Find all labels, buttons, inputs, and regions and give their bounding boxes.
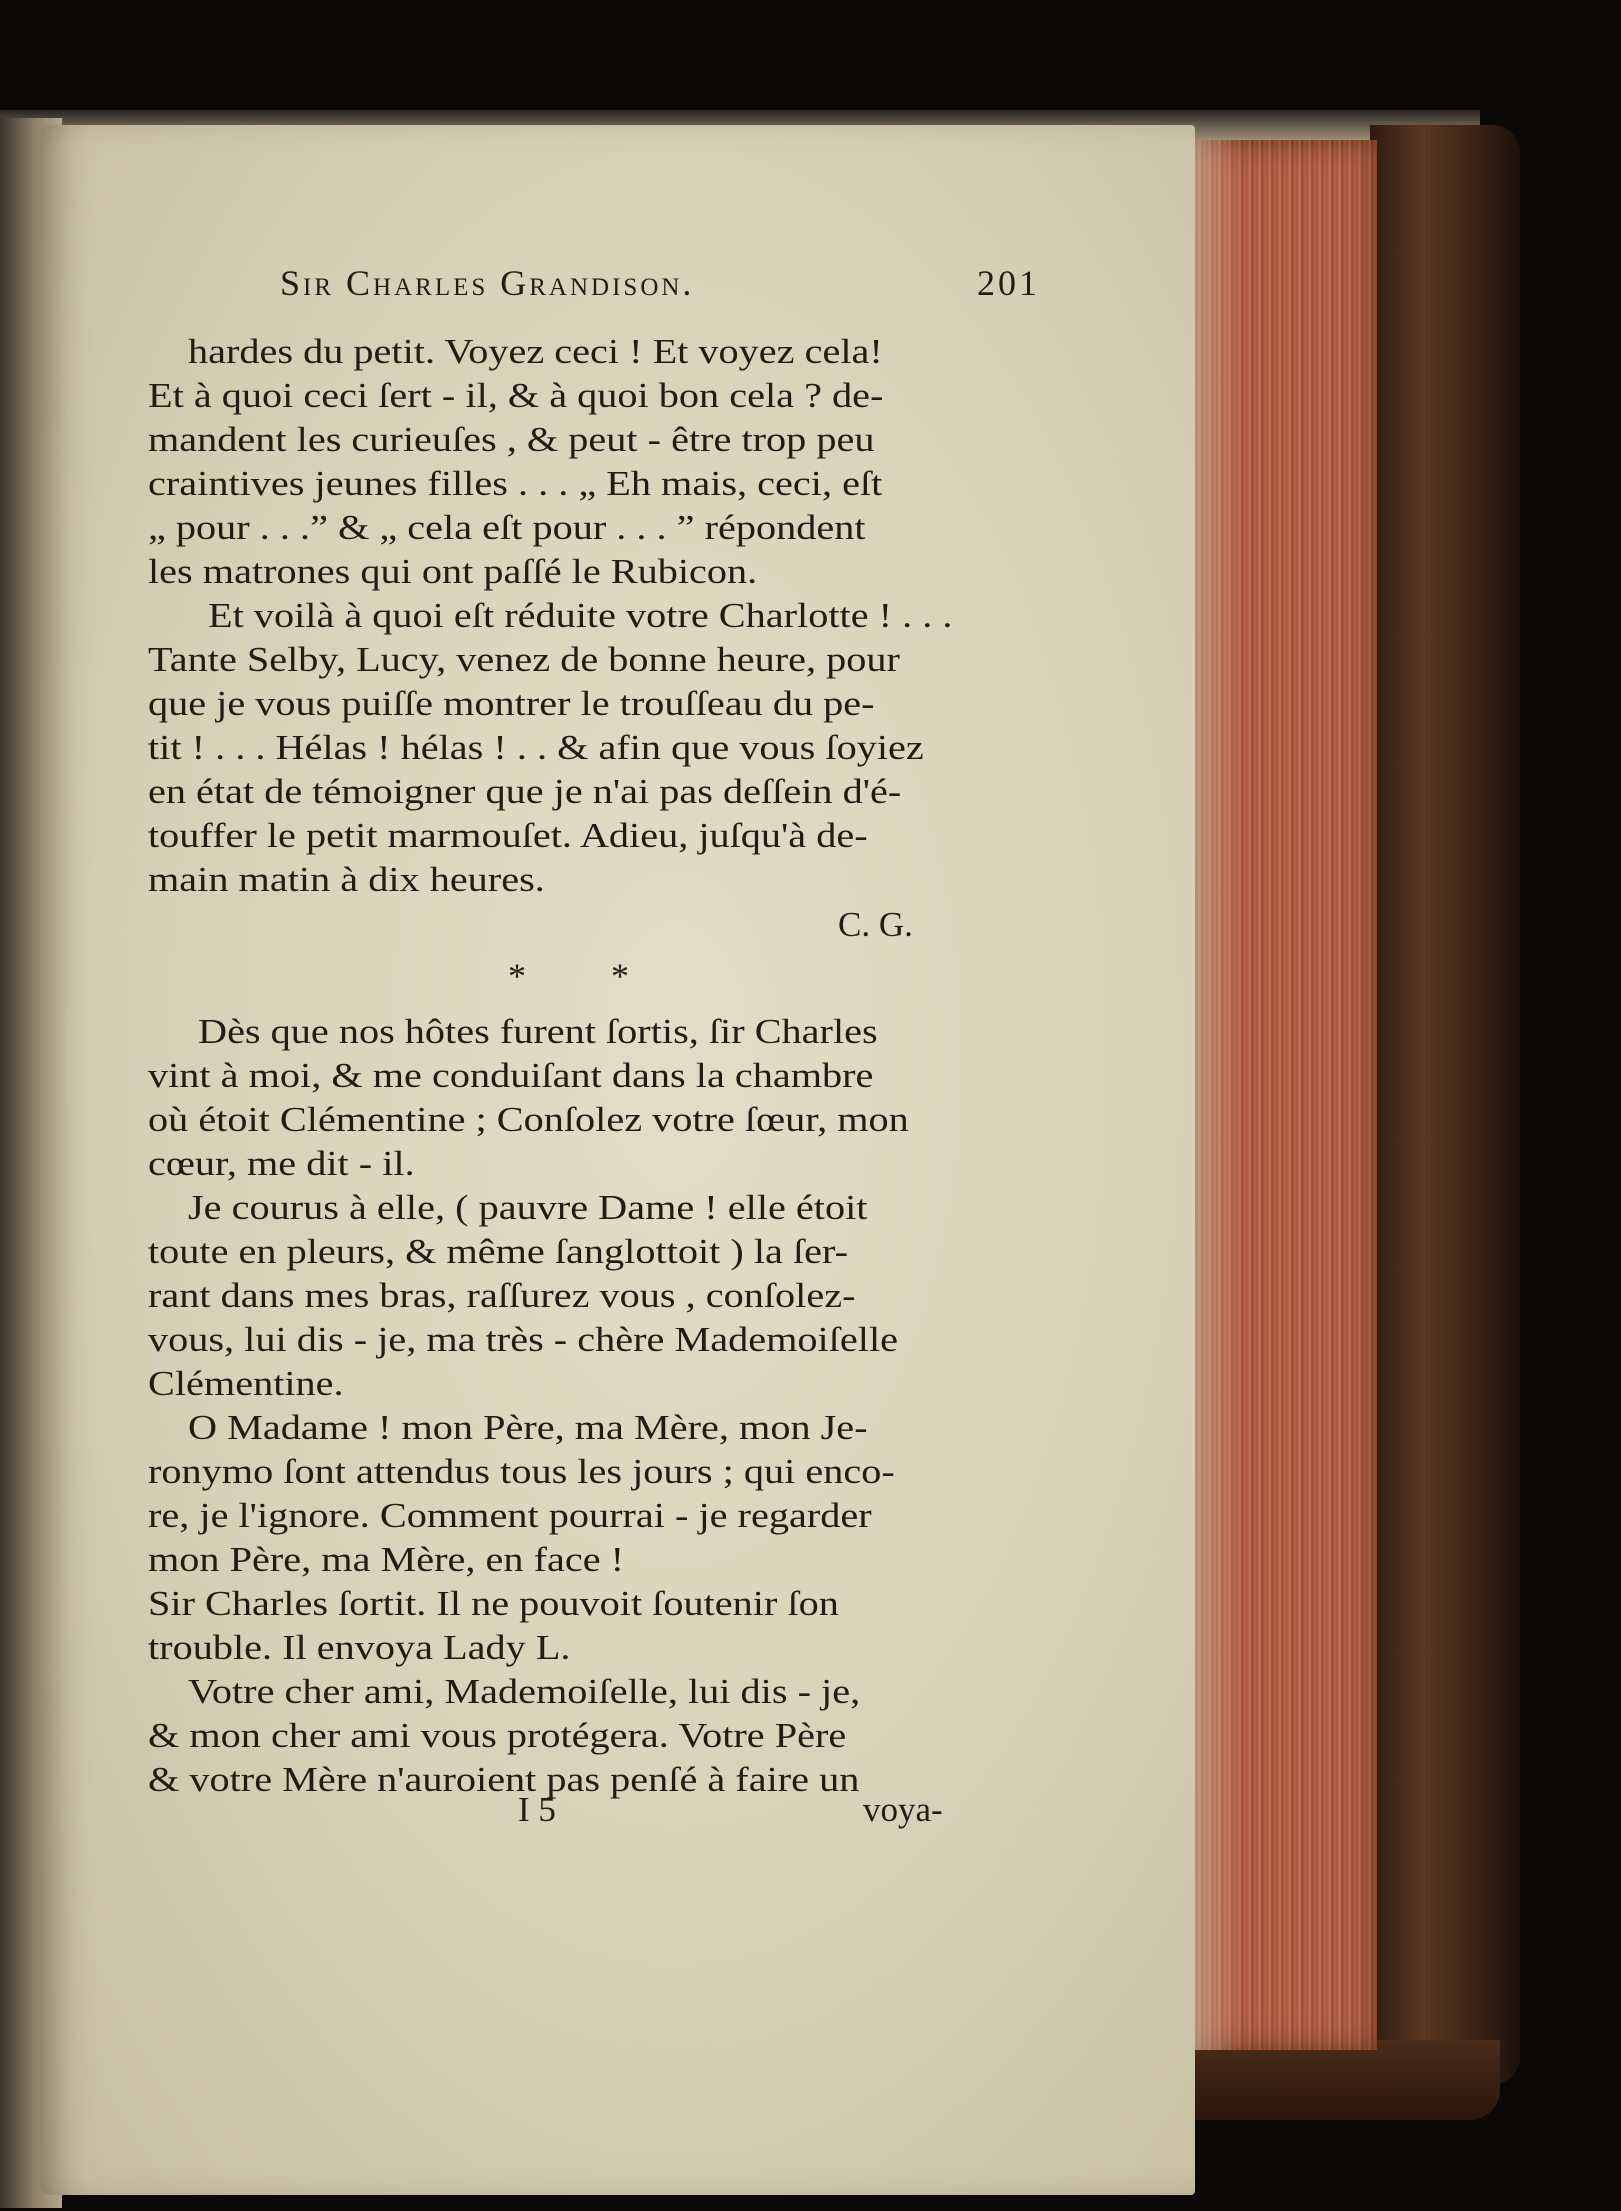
leather-cover [1370,125,1520,2085]
text-line: cœur, me dit - il. [148,1144,415,1183]
text-line: rant dans mes bras, raſſurez vous , conſolez- [148,1276,856,1315]
text-line: où étoit Clémentine ; Conſolez votre ſœur, mon [148,1100,909,1139]
text-line: Dès que nos hôtes furent ſortis, ſir Charles [198,1012,878,1051]
text-line: Je courus à elle, ( pauvre Dame ! elle étoit [188,1188,868,1227]
text-line: ronymo ſont attendus tous les jours ; qui enco- [148,1452,895,1491]
text-line: hardes du petit. Voyez ceci ! Et voyez cela! [188,332,883,371]
text-line: main matin à dix heures. [148,860,545,899]
text-line: re, je l'ignore. Comment pourrai - je regarder [148,1496,872,1535]
letter-signature: C. G. [838,905,913,944]
text-line: en état de témoigner que je n'ai pas deſſein d'é- [148,772,902,811]
text-line: Et à quoi ceci ſert - il, & à quoi bon cela ? de- [148,376,884,415]
text-line: trouble. Il envoya Lady L. [148,1628,571,1667]
text-line: Sir Charles ſortit. Il ne pouvoit ſoutenir ſon [148,1584,839,1623]
text-line: Clémentine. [148,1364,344,1403]
catchword: voya- [863,1790,943,1829]
text-line: touffer le petit marmouſet. Adieu, juſqu'à de- [148,816,868,855]
text-line: vint à moi, & me conduiſant dans la chambre [148,1056,874,1095]
text-line: toute en pleurs, & même ſanglottoit ) la ſer- [148,1232,849,1271]
text-line: & mon cher ami vous protégera. Votre Père [148,1716,847,1755]
running-head [280,262,1040,304]
text-line: les matrones qui ont paſſé le Rubicon. [148,552,758,591]
text-line: mandent les curieuſes , & peut - être trop peu [148,420,875,459]
text-line: „ pour . . .” & „ cela eſt pour . . . ” répondent [148,508,866,547]
text-line: Et voilà à quoi eſt réduite votre Charlotte ! . . . [208,596,953,635]
text-line: Votre cher ami, Mademoiſelle, lui dis - je, [188,1672,861,1711]
running-title: Sir Charles Grandison. [280,263,695,303]
text-line: vous, lui dis - je, ma très - chère Mademoiſelle [148,1320,898,1359]
text-line: Tante Selby, Lucy, venez de bonne heure, pour [148,640,900,679]
text-line: craintives jeunes filles . . . „ Eh mais, ceci, eſt [148,464,883,503]
text-line: tit ! . . . Hélas ! hélas ! . . & afin que vous ſoyiez [148,728,924,767]
section-separator: * * [508,956,667,996]
text-line: que je vous puiſſe montrer le trouſſeau du pe- [148,684,875,723]
text-line: & votre Mère n'auroient pas penſé à faire un [148,1760,860,1799]
signature-mark: I 5 [518,1790,556,1829]
text-line: O Madame ! mon Père, ma Mère, mon Je- [188,1408,868,1447]
page-number: 201 [977,263,1040,303]
text-line: mon Père, ma Mère, en face ! [148,1540,625,1579]
